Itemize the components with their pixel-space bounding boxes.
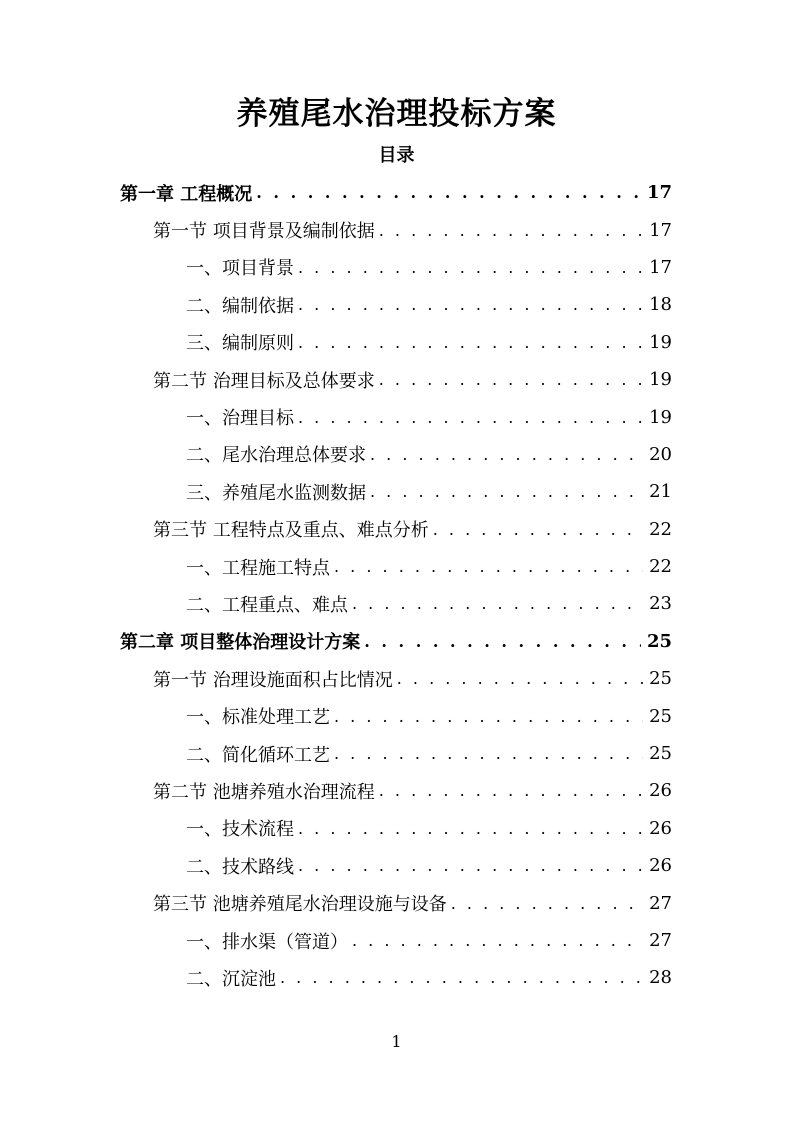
toc-subsection-entry[interactable] — [0, 473, 793, 510]
toc-entry-title: 一、项目背景 — [186, 258, 294, 280]
toc-entry-title: 二、技术路线 — [186, 856, 294, 878]
toc-entry-page-number: 25 — [649, 705, 672, 727]
toc-dot-leader — [298, 856, 643, 875]
toc-entry-title: 二、编制依据 — [186, 295, 294, 317]
toc-entry-page-number: 25 — [649, 668, 672, 690]
toc-dot-leader — [298, 333, 643, 352]
toc-dot-leader — [370, 445, 643, 464]
toc-entry-title: 二、尾水治理总体要求 — [186, 445, 366, 467]
toc-heading: 目录 — [378, 145, 415, 166]
toc-entry-title: 第二节 池塘养殖水治理流程 — [153, 781, 375, 803]
toc-section-entry[interactable] — [0, 511, 793, 548]
toc-dot-leader — [370, 482, 643, 501]
toc-subsection-entry[interactable] — [0, 548, 793, 585]
toc-section-entry[interactable] — [0, 772, 793, 809]
toc-subsection-entry[interactable] — [0, 436, 793, 473]
toc-entry-page-number: 25 — [646, 630, 672, 652]
toc-entry-page-number: 17 — [646, 182, 672, 204]
toc-entry-page-number: 18 — [649, 294, 672, 316]
toc-dot-leader — [433, 520, 643, 539]
toc-entry-title: 三、养殖尾水监测数据 — [186, 482, 366, 504]
toc-entry-page-number: 17 — [649, 219, 672, 241]
toc-dot-leader — [298, 258, 643, 277]
toc-entry-page-number: 20 — [649, 443, 672, 465]
toc-subsection-entry[interactable] — [0, 959, 793, 996]
toc-entry-title: 三、编制原则 — [186, 333, 294, 355]
toc-entry-title: 二、沉淀池 — [186, 968, 276, 990]
table-of-contents — [0, 174, 793, 997]
toc-entry-page-number: 26 — [649, 855, 672, 877]
toc-dot-leader — [256, 183, 641, 202]
toc-entry-page-number: 22 — [649, 556, 672, 578]
toc-entry-page-number: 19 — [649, 331, 672, 353]
toc-entry-page-number: 26 — [649, 817, 672, 839]
document-title: 养殖尾水治理投标方案 — [236, 96, 557, 132]
toc-entry-page-number: 23 — [649, 593, 672, 615]
toc-entry-title: 第二节 治理目标及总体要求 — [153, 370, 375, 392]
toc-entry-page-number: 28 — [649, 967, 672, 989]
toc-section-entry[interactable] — [0, 884, 793, 921]
toc-dot-leader — [379, 370, 643, 389]
toc-subsection-entry[interactable] — [0, 810, 793, 847]
toc-dot-leader — [334, 707, 643, 726]
toc-dot-leader — [280, 968, 643, 987]
toc-dot-leader — [379, 221, 643, 240]
toc-dot-leader — [352, 594, 643, 613]
toc-entry-title: 二、简化循环工艺 — [186, 744, 330, 766]
toc-entry-page-number: 21 — [649, 481, 672, 503]
toc-subsection-entry[interactable] — [0, 286, 793, 323]
toc-entry-title: 第一节 项目背景及编制依据 — [153, 221, 375, 243]
toc-dot-leader — [451, 894, 643, 913]
toc-subsection-entry[interactable] — [0, 697, 793, 734]
toc-subsection-entry[interactable] — [0, 398, 793, 435]
toc-entry-title: 第三节 池塘养殖尾水治理设施与设备 — [153, 894, 447, 916]
toc-entry-title: 第一章 工程概况 — [120, 183, 253, 205]
toc-subsection-entry[interactable] — [0, 735, 793, 772]
toc-entry-page-number: 25 — [649, 743, 672, 765]
toc-subsection-entry[interactable] — [0, 249, 793, 286]
toc-entry-page-number: 26 — [649, 780, 672, 802]
toc-entry-title: 第二章 项目整体治理设计方案 — [120, 632, 361, 654]
toc-entry-title: 一、标准处理工艺 — [186, 707, 330, 729]
toc-entry-page-number: 27 — [649, 930, 672, 951]
toc-dot-leader — [397, 669, 643, 688]
toc-entry-page-number: 19 — [649, 406, 672, 428]
toc-dot-leader — [334, 557, 643, 576]
toc-chapter-entry[interactable] — [0, 174, 793, 211]
toc-dot-leader — [298, 295, 643, 314]
toc-entry-page-number: 27 — [649, 892, 672, 914]
toc-entry-title: 一、工程施工特点 — [186, 557, 330, 579]
toc-subsection-entry[interactable] — [0, 585, 793, 622]
page-number: 1 — [391, 1032, 402, 1051]
toc-section-entry[interactable] — [0, 211, 793, 248]
toc-dot-leader — [379, 781, 643, 800]
toc-entry-title: 第三节 工程特点及重点、难点分析 — [153, 520, 429, 542]
toc-dot-leader — [352, 931, 643, 950]
toc-subsection-entry[interactable] — [0, 324, 793, 361]
toc-entry-title: 第一节 治理设施面积占比情况 — [153, 669, 393, 691]
toc-dot-leader — [334, 744, 643, 763]
toc-section-entry[interactable] — [0, 660, 793, 697]
toc-dot-leader — [298, 819, 643, 838]
toc-subsection-entry[interactable] — [0, 922, 793, 959]
toc-entry-title: 一、排水渠（管道） — [186, 931, 348, 953]
toc-chapter-entry[interactable] — [0, 623, 793, 660]
toc-entry-title: 一、技术流程 — [186, 819, 294, 841]
toc-dot-leader — [298, 408, 643, 427]
toc-entry-title: 二、工程重点、难点 — [186, 594, 348, 616]
toc-subsection-entry[interactable] — [0, 847, 793, 884]
toc-section-entry[interactable] — [0, 361, 793, 398]
toc-entry-page-number: 19 — [649, 369, 672, 391]
toc-entry-page-number: 17 — [649, 256, 672, 278]
toc-entry-title: 一、治理目标 — [186, 408, 294, 430]
toc-dot-leader — [364, 632, 641, 651]
toc-entry-page-number: 22 — [649, 518, 672, 540]
